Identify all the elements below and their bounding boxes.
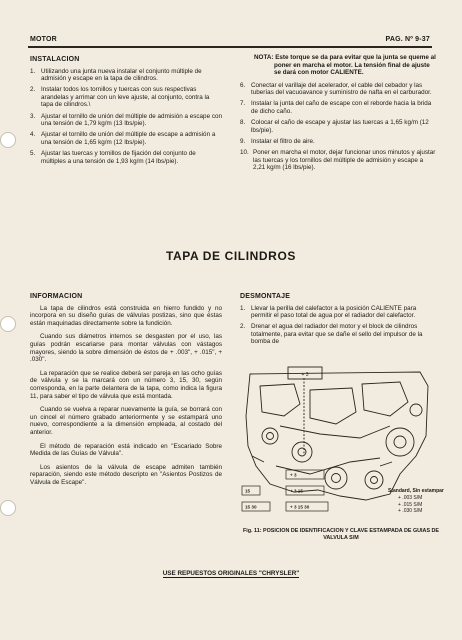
binder-hole	[0, 316, 16, 332]
instalacion-heading: INSTALACION	[30, 56, 80, 63]
list-item: 1. Utilizando una junta nueva instalar el conjunto múltiple de admisión y escape en la tapa de cilindros.	[30, 67, 202, 83]
footer-note	[0, 570, 462, 577]
desmontaje-heading: DESMONTAJE	[240, 293, 291, 300]
nota-box: NOTA: Este torque se da para evitar que la junta se queme al poner en marcha el motor. La tensión final de ajuste se dará con motor CALIENTE.	[254, 54, 436, 77]
stamp-left-label: 15	[245, 488, 251, 494]
paragraph: Los asientos de la válvula de escape admiten también reparación, siendo este método descripto en "Asientos Postizos de Válvula de Escape".	[30, 463, 222, 486]
standard-heading: Standard, Sin estampar	[388, 488, 444, 494]
informacion-heading: INFORMACION	[30, 293, 83, 300]
list-item: 5. Ajustar las tuercas y tornillos de fijación del conjunto de múltiples a una tensión de 1,93 kg/m (14 lbs/pie).	[30, 149, 196, 165]
list-item: 2. Drenar el agua del radiador del motor y el block de cilindros totalmente, para evitar que se dañe el sello del impulsor de la bomba de	[240, 323, 423, 346]
binder-hole	[0, 500, 16, 516]
list-item: 7. Instalar la junta del caño de escape con el reborde hacia la brida de dicho caño.	[240, 100, 432, 116]
standard-item: + .003 S/M	[398, 495, 423, 502]
standard-item: + .030 S/M	[398, 508, 423, 515]
list-item: 1. Llevar la perilla del calefactor a la posición CALIENTE para permitir el paso total de agua por el radiador del calefactor.	[240, 304, 417, 320]
paragraph: La reparación que se realice deberá ser pareja en las ocho guías de válvula y se la marcará con un número 3, 15, 30, según corresponda, en la parte delantera de la tapa, como indica la figura 11, para saber el tipo de válvula que está montada.	[30, 369, 222, 400]
paragraph: Cuando sus diámetros internos se desgasten por el uso, las guías podrán escariarse para montar válvulas con vástagos mayores, siendo la sobre dimensión de éstos de + .003", + .015", + .030".	[30, 333, 222, 364]
paragraph: Cuando se vuelva a reparar nuevamente la guía, se borrará con un cincel el número grabado anteriormente y se estampará uno nuevo, correspondiente a la dimensión empleada, al costado del anterior.	[30, 406, 222, 436]
informacion-section	[30, 293, 222, 492]
section-title: TAPA DE CILINDROS	[166, 249, 296, 263]
paragraph: La tapa de cilindros está construida en hierro fundido y no incorpora en su diseño guías de válvulas postizas, sino que éstas están maquinadas directamente sobre la fundición.	[30, 304, 222, 327]
list-item: 2. Instalar todos los tornillos y tuercas con sus respectivas arandelas y arrimar con un leve ajuste, al conjunto, contra la tapa de cilindros.\	[30, 86, 210, 109]
binder-hole	[0, 132, 16, 148]
footer-text: USE REPUESTOS ORIGINALES "CHRYSLER"	[162, 570, 300, 577]
figure-top-label: + 3	[301, 372, 309, 378]
paragraph: El método de reparación está indicado en "Escariado Sobre Medida de las Guías de Válvula".	[30, 442, 222, 458]
stamp-row-label: + 3 15	[290, 488, 303, 494]
stamp-left-label: 15 30	[245, 504, 257, 510]
figure-caption: Fig. 11: POSICION DE IDENTIFICACION Y CLAVE ESTAMPADA DE GUIAS DE VALVULA S/M	[242, 528, 440, 541]
standard-legend	[388, 488, 444, 515]
list-item: 10. Poner en marcha el motor, dejar funcionar unos minutos y ajustar las tuercas y los tornillos del múltiple de admisión y escape a 2,21 kg/m (16 lbs/pie).	[240, 148, 436, 172]
instalacion-section	[30, 56, 222, 169]
header-section: MOTOR	[30, 36, 57, 43]
header-page-number: PAG. Nº 9-37	[385, 36, 430, 43]
list-item: 4. Ajustar el tornillo de unión del múltiple de escape a admisión a una tensión de 1,65 kg/m (12 lbs/pie).	[30, 131, 216, 146]
list-item: 6. Conectar el varillaje del acelerador, el cable del cebador y las tuberías del vacuoavance y suministro de nafta en el carburador.	[240, 81, 432, 97]
list-item: 8. Colocar el caño de escape y ajustar las tuercas a 1,65 kg/m (12 lbs/pie).	[240, 119, 429, 134]
standard-item: + .015 S/M	[398, 501, 423, 508]
list-item: 9. Instalar el filtro de aire.	[240, 137, 315, 145]
list-item: 3. Ajustar el tornillo de unión del múltiple de admisión a escape con una tensión de 1,79 kg/m (13 lbs/pie).	[30, 112, 222, 128]
header-rule	[28, 46, 432, 48]
desmontaje-section	[240, 293, 436, 350]
stamp-row-label: + 3	[290, 472, 297, 478]
instalacion-continued	[240, 54, 436, 175]
stamp-row-label: + 3 15 30	[290, 504, 310, 510]
